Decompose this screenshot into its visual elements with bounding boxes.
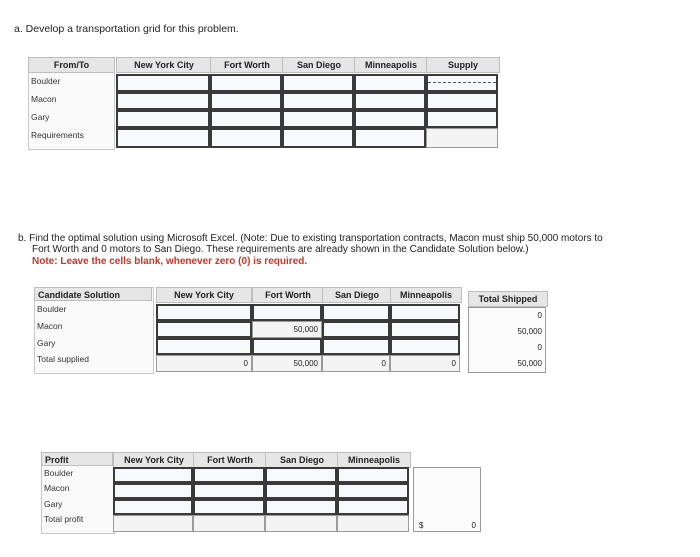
col-header-supply: Supply (426, 57, 500, 73)
input-cell[interactable] (337, 467, 409, 483)
col-header-fort-worth: Fort Worth (193, 452, 267, 468)
macon-fort-worth-value: 50,000 (293, 325, 318, 334)
input-cell[interactable] (354, 92, 426, 110)
col-header-new-york-city: New York City (113, 452, 195, 468)
input-cell[interactable] (390, 304, 460, 321)
total-profit-cell (113, 515, 193, 532)
corner-header: From/To (28, 57, 115, 73)
transportation-grid (28, 57, 503, 149)
input-cell[interactable] (156, 338, 252, 355)
input-cell[interactable] (210, 74, 282, 92)
col-header-san-diego: San Diego (282, 57, 356, 73)
total-supplied-san-diego: 0 (381, 359, 386, 368)
input-cell[interactable] (252, 338, 322, 355)
col-header-san-diego: San Diego (322, 287, 392, 303)
input-cell[interactable] (156, 304, 252, 321)
input-cell[interactable] (282, 74, 354, 92)
row-label-total-supplied: Total supplied (37, 354, 89, 364)
input-cell[interactable] (322, 338, 390, 355)
col-header-san-diego: San Diego (265, 452, 339, 468)
col-header-minneapolis: Minneapolis (354, 57, 428, 73)
col-header-new-york-city: New York City (156, 287, 252, 303)
col-header-fort-worth: Fort Worth (252, 287, 324, 303)
input-cell[interactable] (113, 483, 193, 499)
total-profit-value: 0 (471, 521, 476, 530)
corner-header: Profit (41, 452, 113, 466)
total-shipped-gary: 0 (537, 343, 542, 352)
input-cell[interactable] (193, 483, 265, 499)
input-cell[interactable] (426, 110, 498, 128)
input-cell[interactable] (322, 304, 390, 321)
input-cell[interactable] (210, 92, 282, 110)
row-label-gary: Gary (37, 338, 56, 348)
total-supplied-minneapolis: 0 (451, 359, 456, 368)
input-cell[interactable] (116, 110, 210, 128)
total-shipped-total: 50,000 (517, 359, 542, 368)
input-cell[interactable] (210, 110, 282, 128)
corner-header: Candidate Solution (34, 287, 152, 301)
input-cell[interactable] (116, 74, 210, 92)
input-cell[interactable] (193, 499, 265, 515)
col-header-new-york-city: New York City (116, 57, 212, 73)
row-label-boulder: Boulder (37, 304, 67, 314)
input-cell[interactable] (265, 467, 337, 483)
input-cell[interactable] (156, 321, 252, 338)
row-label-macon: Macon (31, 94, 57, 104)
total-profit-cell (193, 515, 265, 532)
input-cell[interactable] (390, 338, 460, 355)
row-label-macon: Macon (44, 483, 70, 493)
dashed-line (428, 82, 496, 83)
input-cell[interactable] (113, 467, 193, 483)
input-cell[interactable] (322, 321, 390, 338)
profit-grid (41, 452, 491, 532)
col-header-total-shipped: Total Shipped (468, 291, 548, 307)
input-cell[interactable] (265, 483, 337, 499)
input-cell[interactable] (113, 499, 193, 515)
row-label-gary: Gary (44, 499, 63, 509)
row-label-macon: Macon (37, 321, 63, 331)
row-label-requirements: Requirements (31, 130, 84, 140)
input-cell[interactable] (282, 128, 354, 148)
input-cell[interactable] (354, 128, 426, 148)
input-cell[interactable] (354, 110, 426, 128)
input-cell[interactable] (337, 483, 409, 499)
total-supplied-fort-worth: 50,000 (293, 359, 318, 368)
currency-symbol: $ (419, 521, 424, 530)
input-cell[interactable] (337, 499, 409, 515)
row-label-gary: Gary (31, 112, 50, 122)
col-header-fort-worth: Fort Worth (210, 57, 284, 73)
input-cell[interactable] (210, 128, 282, 148)
input-cell[interactable] (354, 74, 426, 92)
total-profit-cell (337, 515, 409, 532)
col-header-minneapolis: Minneapolis (337, 452, 411, 468)
total-shipped-macon: 50,000 (517, 327, 542, 336)
input-cell[interactable] (282, 92, 354, 110)
input-cell[interactable] (116, 128, 210, 148)
row-label-boulder: Boulder (31, 76, 61, 86)
input-cell[interactable] (426, 92, 498, 110)
input-cell[interactable] (426, 74, 498, 92)
question-a: a. Develop a transportation grid for this problem. (14, 23, 239, 35)
total-profit-cell (265, 515, 337, 532)
question-b-line1: b. Find the optimal solution using Microsoft Excel. (Note: Due to existing transportation contracts, Macon must ship 50,000 motors to (18, 233, 603, 244)
input-cell[interactable] (252, 304, 322, 321)
input-cell[interactable] (116, 92, 210, 110)
candidate-solution-grid (34, 287, 549, 373)
row-label-boulder: Boulder (44, 468, 74, 478)
question-b-line2: Fort Worth and 0 motors to San Diego. These requirements are already shown in the Candidate Solution below.) (32, 244, 529, 255)
input-cell[interactable] (265, 499, 337, 515)
input-cell[interactable] (426, 128, 498, 148)
input-cell[interactable] (193, 467, 265, 483)
input-cell[interactable] (282, 110, 354, 128)
total-shipped-boulder: 0 (537, 311, 542, 320)
row-label-total-profit: Total profit (44, 514, 84, 524)
note-text: Note: Leave the cells blank, whenever zero (0) is required. (32, 256, 308, 267)
total-supplied-new-york-city: 0 (243, 359, 248, 368)
col-header-minneapolis: Minneapolis (390, 287, 462, 303)
input-cell[interactable] (390, 321, 460, 338)
